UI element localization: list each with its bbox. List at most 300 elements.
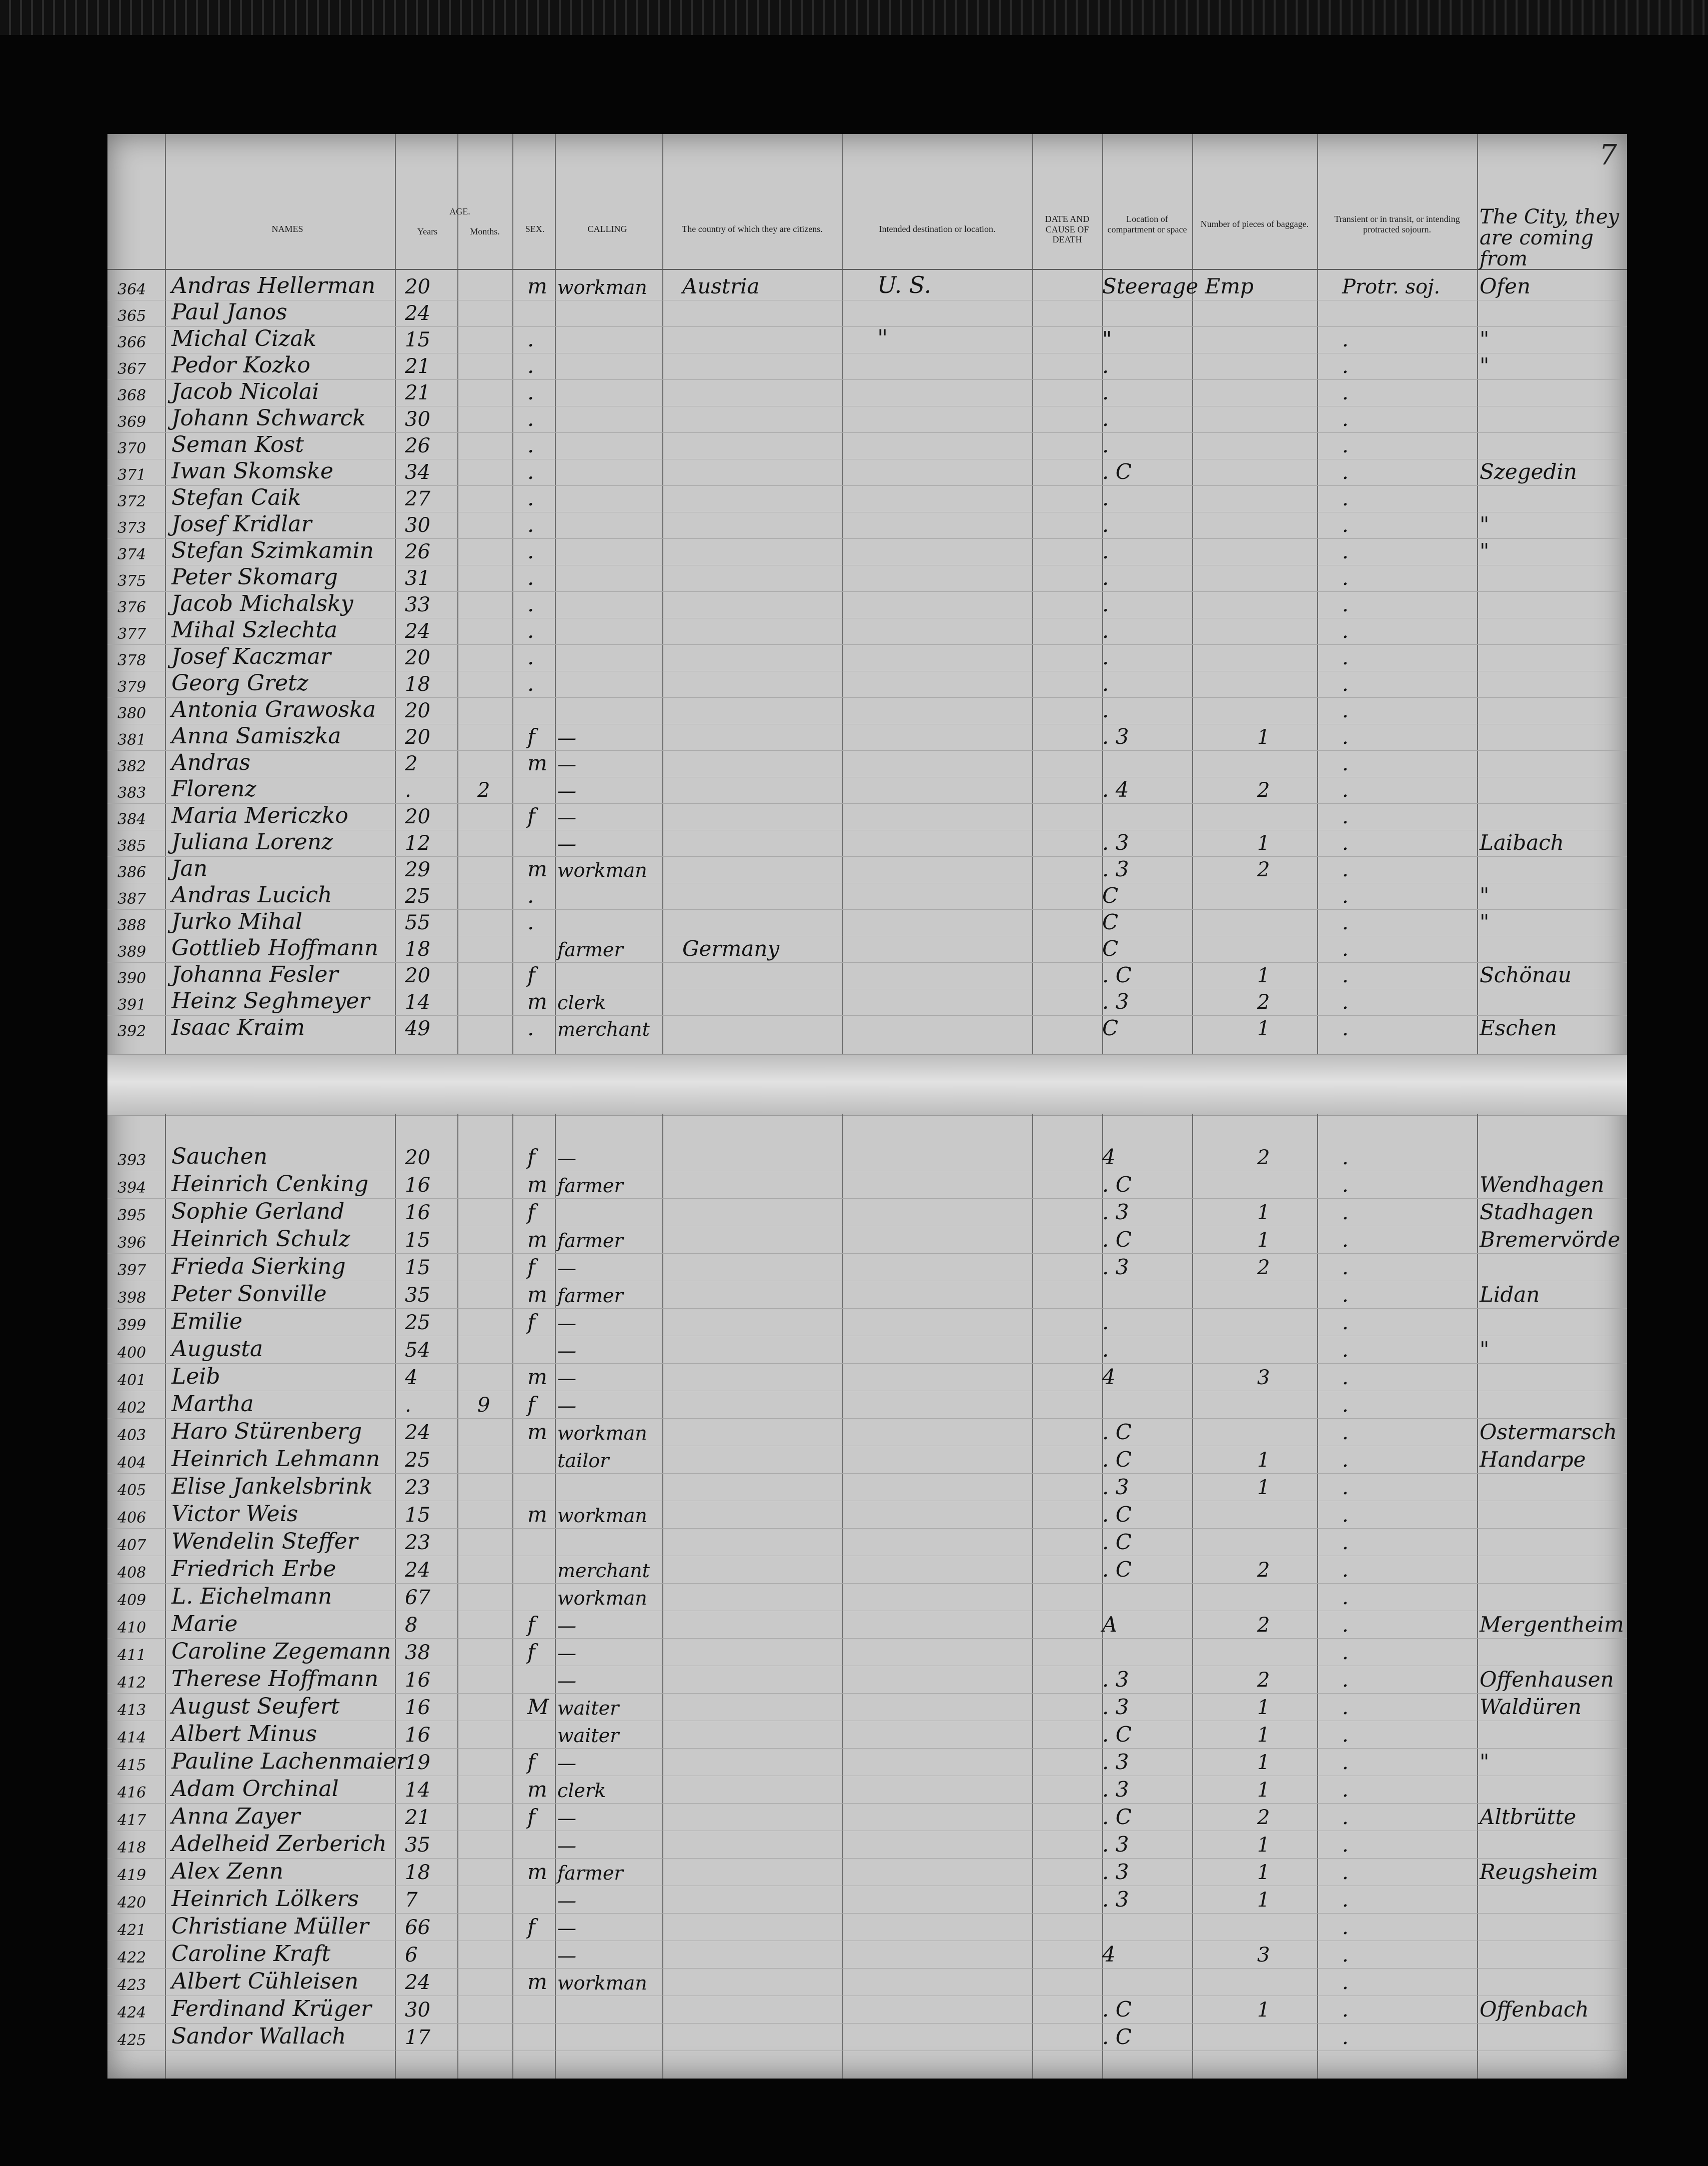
calling: — <box>557 727 576 749</box>
header-names: NAMES <box>271 224 303 234</box>
passenger-name: Juliana Lorenz <box>171 829 333 855</box>
age-years: 12 <box>405 832 430 855</box>
transit-status: . <box>1342 911 1349 934</box>
sex: f <box>527 804 535 828</box>
compartment: A <box>1102 1612 1118 1637</box>
manifest-row <box>107 830 1627 857</box>
transit-status: . <box>1342 1476 1349 1499</box>
age-years: 6 <box>405 1944 418 1967</box>
age-years: 25 <box>405 1449 430 1472</box>
age-years: 21 <box>405 1806 430 1829</box>
entry-number: 378 <box>117 652 146 669</box>
entry-number: 415 <box>117 1757 146 1774</box>
entry-number: 394 <box>117 1179 146 1197</box>
passenger-name: Caroline Zegemann <box>171 1639 391 1664</box>
passenger-name: Martha <box>171 1391 254 1417</box>
passenger-name: Jacob Michalsky <box>171 591 353 616</box>
entry-number: 381 <box>117 731 146 749</box>
transit-status: . <box>1342 1999 1349 2022</box>
header-baggage: Number of pieces of baggage. <box>1200 219 1309 229</box>
entry-number: 369 <box>117 413 146 431</box>
age-years: 15 <box>405 1229 430 1252</box>
age-years: 24 <box>405 302 430 325</box>
transit-status: . <box>1342 1696 1349 1719</box>
manifest-row <box>107 1254 1627 1281</box>
entry-number: 416 <box>117 1784 146 1802</box>
entry-number: 387 <box>117 890 146 908</box>
age-years: 16 <box>405 1669 430 1692</box>
origin-city: Mergentheim <box>1480 1612 1624 1637</box>
passenger-name: Mihal Szlechta <box>171 617 338 643</box>
entry-number: 414 <box>117 1729 146 1747</box>
calling: — <box>557 753 576 775</box>
entry-number: 376 <box>117 599 146 616</box>
compartment: . C <box>1102 1722 1132 1747</box>
transit-status: . <box>1342 1724 1349 1747</box>
lower-half <box>107 1114 1627 2079</box>
calling: clerk <box>557 992 606 1014</box>
transit-status: . <box>1342 1944 1349 1967</box>
transit-status: . <box>1342 1311 1349 1334</box>
compartment: . C <box>1102 1502 1132 1527</box>
transit-status: . <box>1342 885 1349 908</box>
baggage-count: 1 <box>1257 1861 1270 1884</box>
passenger-name: Johanna Fesler <box>171 962 338 987</box>
entry-number: 419 <box>117 1867 146 1884</box>
passenger-name: Heinrich Cenking <box>171 1171 369 1197</box>
transit-status: . <box>1342 964 1349 987</box>
transit-status: . <box>1342 858 1349 881</box>
transit-status: . <box>1342 355 1349 378</box>
manifest-row <box>107 1226 1627 1254</box>
calling: merchant <box>557 1560 650 1582</box>
origin-city: " <box>1480 910 1490 934</box>
sex: . <box>527 486 534 510</box>
sex: . <box>527 380 534 404</box>
entry-number: 380 <box>117 705 146 722</box>
transit-status: . <box>1342 1366 1349 1389</box>
manifest-row <box>107 751 1627 777</box>
passenger-name: Therese Hoffmann <box>171 1666 379 1692</box>
passenger-name: Victor Weis <box>171 1501 298 1527</box>
origin-city: Bremervörde <box>1480 1227 1621 1252</box>
entry-number: 402 <box>117 1399 146 1417</box>
country: Germany <box>682 936 780 961</box>
age-years: 15 <box>405 328 430 351</box>
calling: — <box>557 780 576 802</box>
origin-city: " <box>1480 327 1490 351</box>
age-years: 66 <box>405 1916 430 1939</box>
passenger-name: Georg Gretz <box>171 670 308 696</box>
manifest-row <box>107 1639 1627 1666</box>
compartment: . 3 <box>1102 1200 1129 1224</box>
compartment: . <box>1102 565 1109 590</box>
entry-number: 401 <box>117 1372 146 1389</box>
compartment: " <box>1102 327 1112 351</box>
compartment: . 3 <box>1102 1475 1129 1499</box>
passenger-name: Haro Stürenberg <box>171 1419 362 1444</box>
manifest-row <box>107 1364 1627 1391</box>
age-years: 35 <box>405 1284 430 1307</box>
compartment: 4 <box>1102 1942 1116 1967</box>
transit-status: . <box>1342 1504 1349 1527</box>
transit-status: . <box>1342 646 1349 669</box>
entry-number: 366 <box>117 334 146 351</box>
calling: — <box>557 1807 576 1829</box>
passenger-name: Wendelin Steffer <box>171 1529 358 1554</box>
age-years: 26 <box>405 540 430 563</box>
transit-status: . <box>1342 381 1349 404</box>
age-years: 2 <box>405 752 418 775</box>
passenger-name: August Seufert <box>171 1694 340 1719</box>
transit-status: . <box>1342 567 1349 590</box>
passenger-name: Josef Kridlar <box>171 511 312 537</box>
passenger-name: Heinrich Lölkers <box>171 1886 359 1912</box>
entry-number: 423 <box>117 1977 146 1994</box>
compartment: . C <box>1102 459 1132 484</box>
baggage-count: 2 <box>1257 858 1270 881</box>
manifest-row <box>107 271 1627 300</box>
calling: workman <box>557 859 647 881</box>
origin-city: Offenbach <box>1480 1997 1589 2022</box>
age-years: 20 <box>405 1146 430 1169</box>
transit-status: . <box>1342 1017 1349 1040</box>
film-strip <box>0 0 1708 35</box>
transit-status: . <box>1342 1394 1349 1417</box>
compartment: . 3 <box>1102 1887 1129 1912</box>
passenger-name: Andras Lucich <box>171 882 332 908</box>
baggage-count: 2 <box>1257 991 1270 1014</box>
page-number: 7 <box>1599 139 1617 171</box>
transit-status: . <box>1342 699 1349 722</box>
age-years: 31 <box>405 567 430 590</box>
manifest-row <box>107 698 1627 724</box>
entry-number: 417 <box>117 1812 146 1829</box>
compartment: . <box>1102 539 1109 563</box>
transit-status: . <box>1342 620 1349 643</box>
passenger-name: Josef Kaczmar <box>171 644 331 669</box>
compartment: . C <box>1102 1530 1132 1554</box>
entry-number: 425 <box>117 2032 146 2049</box>
baggage-count: 1 <box>1257 726 1270 749</box>
compartment: . <box>1102 618 1109 643</box>
age-years: 16 <box>405 1724 430 1747</box>
passenger-name: Iwan Skomske <box>171 458 333 484</box>
sex: f <box>527 1915 535 1939</box>
entry-number: 397 <box>117 1262 146 1279</box>
compartment: . 3 <box>1102 830 1129 855</box>
origin-city: Wendhagen <box>1480 1172 1605 1197</box>
age-years: 18 <box>405 1861 430 1884</box>
manifest-row <box>107 989 1627 1016</box>
origin-city: Eschen <box>1480 1016 1557 1040</box>
entry-number: 383 <box>117 784 146 802</box>
passenger-name: Anna Samiszka <box>171 723 341 749</box>
sex: . <box>527 592 534 616</box>
baggage-count: 2 <box>1257 1559 1270 1582</box>
entry-number: 367 <box>117 360 146 378</box>
transit-status: . <box>1342 461 1349 484</box>
origin-city: Reugsheim <box>1480 1860 1599 1884</box>
passenger-name: Marie <box>171 1611 238 1637</box>
passenger-name: L. Eichelmann <box>171 1584 332 1609</box>
sex: . <box>527 883 534 908</box>
age-years: 67 <box>405 1586 430 1609</box>
passenger-name: Peter Skomarg <box>171 564 338 590</box>
sex: m <box>527 1420 547 1444</box>
manifest-row <box>107 777 1627 804</box>
transit-status: . <box>1342 434 1349 457</box>
transit-status: . <box>1342 1586 1349 1609</box>
age-years: 14 <box>405 1779 430 1802</box>
baggage-count: 2 <box>1257 1614 1270 1637</box>
manifest-row <box>107 1721 1627 1749</box>
calling: waiter <box>557 1725 619 1747</box>
entry-number: 386 <box>117 864 146 881</box>
age-years: 20 <box>405 275 430 298</box>
transit-status: . <box>1342 1339 1349 1362</box>
transit-status: . <box>1342 1834 1349 1857</box>
compartment: . <box>1102 353 1109 378</box>
entry-number: 399 <box>117 1317 146 1334</box>
calling: — <box>557 1312 576 1334</box>
age-years: 18 <box>405 938 430 961</box>
manifest-row <box>107 512 1627 539</box>
entry-number: 392 <box>117 1023 146 1040</box>
manifest-row <box>107 1446 1627 1474</box>
manifest-row <box>107 1144 1627 1171</box>
baggage-count: 1 <box>1257 1449 1270 1472</box>
passenger-name: Florenz <box>171 776 256 802</box>
age-years: 23 <box>405 1531 430 1554</box>
manifest-row <box>107 1584 1627 1611</box>
age-years: . <box>405 1394 411 1417</box>
baggage-count: 1 <box>1257 832 1270 855</box>
header-destination: Intended destination or location. <box>879 224 996 234</box>
age-years: 8 <box>405 1614 418 1637</box>
entry-number: 411 <box>117 1647 146 1664</box>
origin-city: Offenhausen <box>1480 1667 1614 1692</box>
sex: m <box>527 1365 547 1389</box>
transit-status: . <box>1342 1201 1349 1224</box>
calling: farmer <box>557 1175 623 1197</box>
origin-city: Schönau <box>1480 963 1572 987</box>
origin-city: Waldüren <box>1480 1695 1582 1719</box>
manifest-row <box>107 883 1627 910</box>
passenger-name: Emilie <box>171 1309 243 1334</box>
origin-city: " <box>1480 883 1490 908</box>
compartment: . <box>1102 486 1109 510</box>
compartment: . 4 <box>1102 777 1129 802</box>
compartment: . 3 <box>1102 1750 1129 1774</box>
passenger-name: Heinrich Schulz <box>171 1226 350 1252</box>
manifest-row <box>107 324 1627 353</box>
age-years: 30 <box>405 408 430 431</box>
sex: f <box>527 1640 535 1664</box>
compartment: . C <box>1102 963 1132 987</box>
entry-number: 390 <box>117 970 146 987</box>
passenger-name: Stefan Szimkamin <box>171 538 374 563</box>
manifest-row <box>107 1391 1627 1419</box>
age-years: 29 <box>405 858 430 881</box>
compartment: . C <box>1102 1227 1132 1252</box>
origin-city: " <box>1480 353 1490 378</box>
transit-status: . <box>1342 1449 1349 1472</box>
compartment: C <box>1102 883 1119 908</box>
passenger-name: Pedor Kozko <box>171 352 310 378</box>
age-years: 26 <box>405 434 430 457</box>
baggage-count: 1 <box>1257 1751 1270 1774</box>
entry-number: 396 <box>117 1234 146 1252</box>
age-years: 24 <box>405 1559 430 1582</box>
manifest-row <box>107 724 1627 751</box>
sex: . <box>527 910 534 934</box>
passenger-name: Stefan Caik <box>171 485 301 510</box>
baggage-count: 2 <box>1257 1669 1270 1692</box>
manifest-row <box>107 1969 1627 1996</box>
manifest-row <box>107 1199 1627 1226</box>
age-years: 21 <box>405 355 430 378</box>
entry-number: 393 <box>117 1152 146 1169</box>
age-years: 20 <box>405 646 430 669</box>
baggage-count: 1 <box>1257 1834 1270 1857</box>
manifest-row <box>107 1474 1627 1501</box>
entry-number: 409 <box>117 1592 146 1609</box>
calling: farmer <box>557 939 623 961</box>
age-years: 27 <box>405 487 430 510</box>
age-years: 16 <box>405 1201 430 1224</box>
calling: merchant <box>557 1018 650 1040</box>
entry-number: 405 <box>117 1482 146 1499</box>
baggage-count: 1 <box>1257 964 1270 987</box>
transit-status: . <box>1342 805 1349 828</box>
passenger-name: Sauchen <box>171 1144 268 1169</box>
manifest-row <box>107 1309 1627 1336</box>
sex: . <box>527 353 534 378</box>
compartment: . C <box>1102 1447 1132 1472</box>
sex: f <box>527 1612 535 1637</box>
manifest-row <box>107 1336 1627 1364</box>
passenger-name: Jurko Mihal <box>171 909 302 934</box>
entry-number: 370 <box>117 440 146 457</box>
entry-number: 373 <box>117 519 146 537</box>
manifest-row <box>107 2024 1627 2051</box>
manifest-row <box>107 1941 1627 1969</box>
sex: f <box>527 1750 535 1774</box>
compartment: . <box>1102 512 1109 537</box>
manifest-row <box>107 1859 1627 1886</box>
sex: . <box>527 512 534 537</box>
passenger-name: Johann Schwarck <box>171 405 366 431</box>
transit-status: . <box>1342 1256 1349 1279</box>
baggage-count: 1 <box>1257 1201 1270 1224</box>
transit-status: . <box>1342 1751 1349 1774</box>
compartment: . C <box>1102 1805 1132 1829</box>
calling: — <box>557 1395 576 1417</box>
calling: waiter <box>557 1697 619 1719</box>
entry-number: 385 <box>117 837 146 855</box>
passenger-name: Albert Cühleisen <box>171 1969 359 1994</box>
origin-city: Lidan <box>1480 1282 1540 1307</box>
calling: workman <box>557 1972 647 1994</box>
entry-number: 371 <box>117 466 146 484</box>
passenger-name: Caroline Kraft <box>171 1941 331 1967</box>
calling: — <box>557 1945 576 1967</box>
passenger-name: Pauline Lachenmaier <box>171 1749 407 1774</box>
manifest-row <box>107 857 1627 883</box>
passenger-name: Seman Kost <box>171 432 304 457</box>
sex: m <box>527 751 547 775</box>
transit-status: . <box>1342 1559 1349 1582</box>
compartment: 4 <box>1102 1145 1116 1169</box>
sex: . <box>527 618 534 643</box>
passenger-name: Paul Janos <box>171 299 287 325</box>
transit-status: . <box>1342 1284 1349 1307</box>
origin-city: " <box>1480 1750 1490 1774</box>
age-months: 9 <box>477 1394 490 1417</box>
compartment: Steerage Emp <box>1102 274 1254 298</box>
baggage-count: 2 <box>1257 1146 1270 1169</box>
age-years: 30 <box>405 1999 430 2022</box>
age-years: 33 <box>405 593 430 616</box>
age-years: 14 <box>405 991 430 1014</box>
origin-city: Szegedin <box>1480 459 1577 484</box>
entry-number: 403 <box>117 1427 146 1444</box>
compartment: C <box>1102 910 1119 934</box>
age-years: 24 <box>405 1421 430 1444</box>
manifest-row <box>107 1419 1627 1446</box>
sex: M <box>527 1695 549 1719</box>
sex: m <box>527 1777 547 1802</box>
entry-number: 404 <box>117 1454 146 1472</box>
passenger-name: Elise Jankelsbrink <box>171 1474 373 1499</box>
transit-status: . <box>1342 1614 1349 1637</box>
baggage-count: 1 <box>1257 1889 1270 1912</box>
transit-status: . <box>1342 1146 1349 1169</box>
transit-status: . <box>1342 1531 1349 1554</box>
manifest-row <box>107 1914 1627 1941</box>
entry-number: 410 <box>117 1619 146 1637</box>
calling: — <box>557 1642 576 1664</box>
entry-number: 421 <box>117 1922 146 1939</box>
age-years: 16 <box>405 1174 430 1197</box>
transit-status: . <box>1342 328 1349 351</box>
passenger-name: Andras <box>171 750 251 775</box>
compartment: . <box>1102 1337 1109 1362</box>
sex: . <box>527 645 534 669</box>
sex: f <box>527 1255 535 1279</box>
entry-number: 395 <box>117 1207 146 1224</box>
transit-status: . <box>1342 1421 1349 1444</box>
baggage-count: 1 <box>1257 1779 1270 1802</box>
destination: U. S. <box>877 271 932 298</box>
age-years: 49 <box>405 1017 430 1040</box>
sex: . <box>527 539 534 563</box>
calling: workman <box>557 1587 647 1609</box>
age-years: 18 <box>405 673 430 696</box>
transit-status: . <box>1342 832 1349 855</box>
manifest-row <box>107 1529 1627 1556</box>
compartment: . C <box>1102 1557 1132 1582</box>
passenger-name: Ferdinand Krüger <box>171 1996 371 2022</box>
origin-city: Laibach <box>1480 830 1564 855</box>
age-years: 35 <box>405 1834 430 1857</box>
manifest-row <box>107 910 1627 936</box>
entry-number: 398 <box>117 1289 146 1307</box>
passenger-name: Heinrich Lehmann <box>171 1446 380 1472</box>
sex: . <box>527 327 534 351</box>
passenger-name: Michal Cizak <box>171 326 317 351</box>
